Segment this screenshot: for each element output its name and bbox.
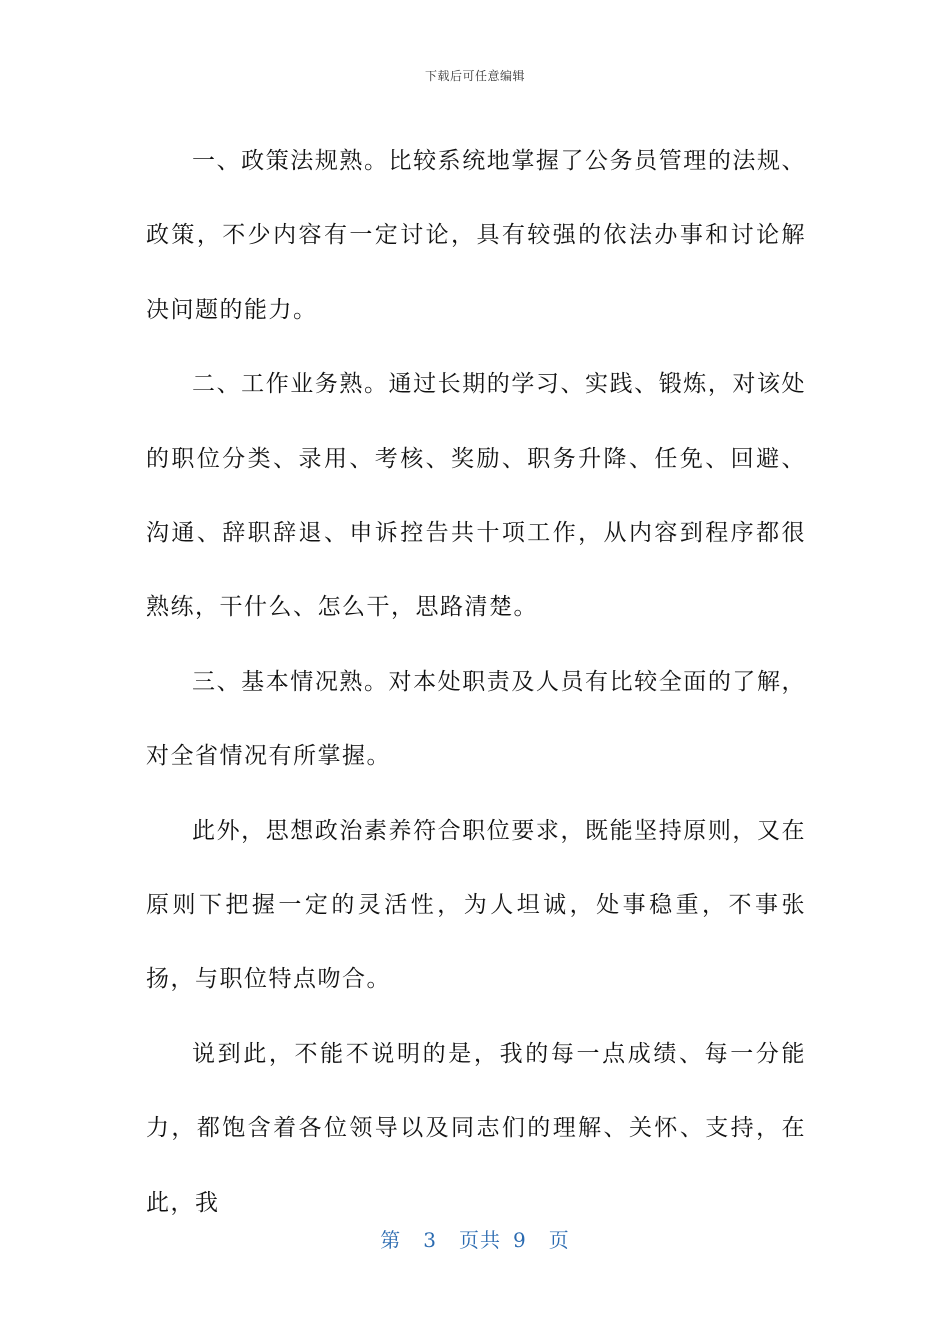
- document-body: [146, 124, 806, 1240]
- footer-prefix: 第: [380, 1228, 402, 1252]
- header-note: 下载后可任意编辑: [424, 69, 525, 83]
- footer-middle: 页共: [459, 1228, 501, 1252]
- paragraph-business: 二、工作业务熟。通过长期的学习、实践、锻炼，对该处的职位分类、录用、考核、奖励、职务升降、任免、回避、沟通、辞职辞退、申诉控告共十项工作，从内容到程序都很熟练，干什么、怎么干，思路清楚。: [146, 371, 806, 621]
- footer-current-page: 3: [423, 1228, 437, 1252]
- paragraph-political: 此外，思想政治素养符合职位要求，既能坚持原则，又在原则下把握一定的灵活性，为人坦诚，处事稳重，不事张扬，与职位特点吻合。: [146, 817, 806, 993]
- paragraph-thanks: 说到此，不能不说明的是，我的每一点成绩、每一分能力，都饱含着各位领导以及同志们的理解、关怀、支持，在此，我: [146, 1040, 806, 1216]
- page-number-footer: [0, 1224, 950, 1253]
- paragraph-situation: 三、基本情况熟。对本处职责及人员有比较全面的了解，对全省情况有所掌握。: [146, 668, 806, 770]
- footer-suffix: 页: [548, 1228, 570, 1252]
- footer-total-pages: 9: [513, 1228, 527, 1252]
- paragraph-policy: 一、政策法规熟。比较系统地掌握了公务员管理的法规、政策，不少内容有一定讨论，具有较强的依法办事和讨论解决问题的能力。: [146, 148, 806, 323]
